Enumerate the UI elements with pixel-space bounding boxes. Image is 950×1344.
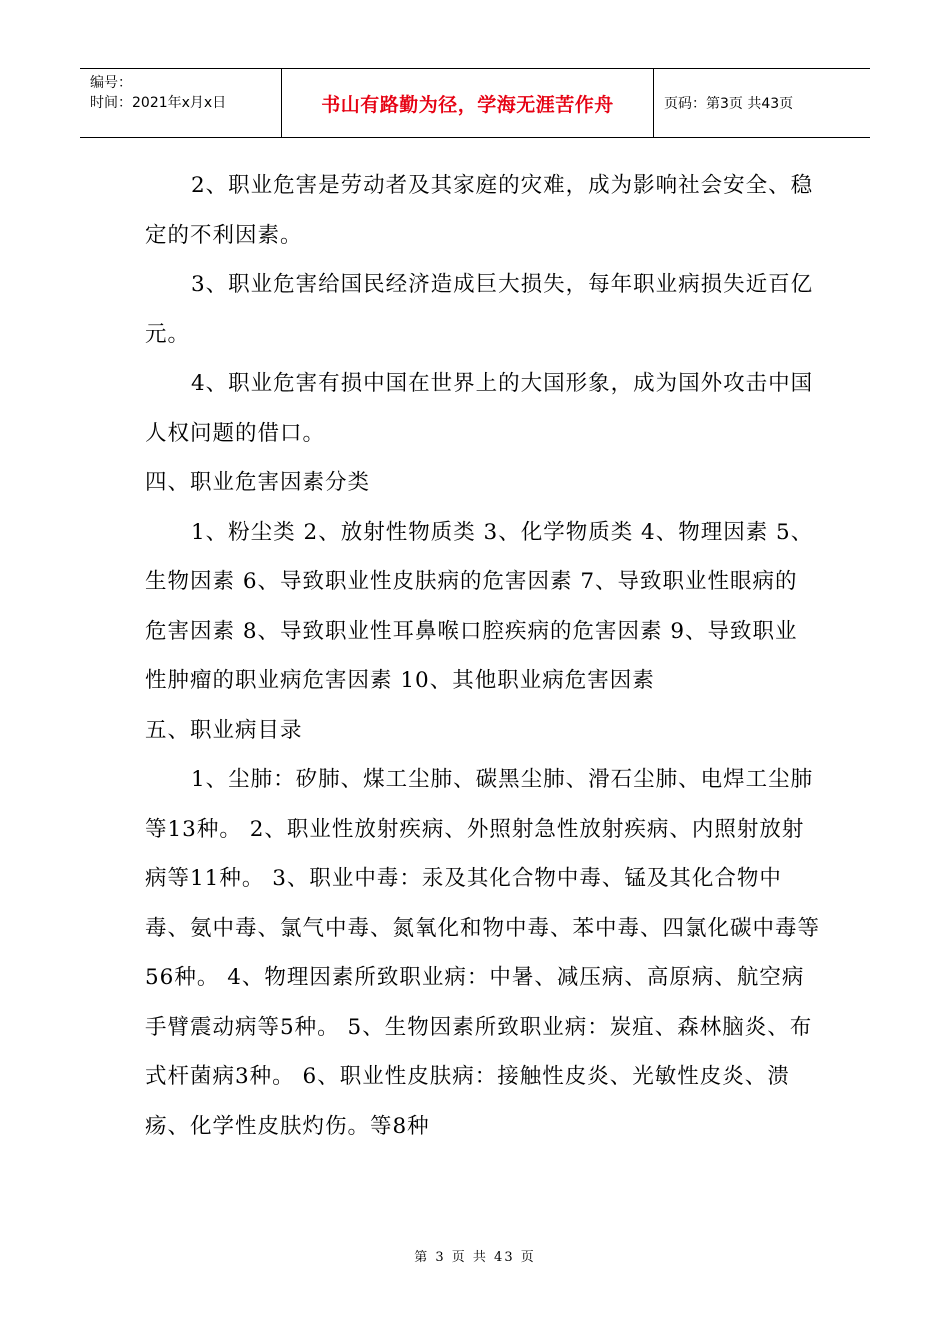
paragraph-item-4: 4、职业危害有损中国在世界上的大国形象，成为国外攻击中国人权问题的借口。 [145, 371, 814, 446]
header-motto-cell [282, 69, 654, 137]
paragraph-item-3: 3、职业危害给国民经济造成巨大损失，每年职业病损失近百亿元。 [145, 272, 814, 347]
page-footer: 第 3 页 共 43 页 [414, 1250, 536, 1265]
page-header [80, 68, 870, 138]
paragraph-item-2: 2、职业危害是劳动者及其家庭的灾难，成为影响社会安全、稳定的不利因素。 [145, 173, 814, 248]
paragraph-disease-catalog: 1、尘肺：矽肺、煤工尘肺、碳黑尘肺、滑石尘肺、电焊工尘肺等13种。 2、职业性放射疾病、外照射急性放射疾病、内照射放射病等11种。 3、职业中毒：汞及其化合物中毒、锰及其化合物中毒、氨中毒、氯气中毒、氮氧化和物中毒、苯中毒、四氯化碳中毒等56种。 4、物理因素所致职业病：中暑、减压病、高原病、航空病手臂震动病等5种。 5、生物因素所致职业病：炭疽、森林脑炎、布式杆菌病3种。 6、职业性皮肤病：接触性皮炎、光敏性皮炎、溃疡、化学性皮肤灼伤。等8种 [145, 767, 821, 1139]
document-number-label: 编号： [90, 75, 132, 91]
header-meta [80, 69, 282, 137]
document-body [145, 161, 820, 1151]
section-heading-4: 四、职业危害因素分类 [145, 470, 371, 495]
header-page-info: 页码：第3页 共43页 [664, 96, 794, 112]
paragraph-hazard-categories: 1、粉尘类 2、放射性物质类 3、化学物质类 4、物理因素 5、生物因素 6、导致职业性皮肤病的危害因素 7、导致职业性眼病的危害因素 8、导致职业性耳鼻喉口腔疾病的危害因素 9、导致职业性肿瘤的职业病危害因素 10、其他职业病危害因素 [145, 519, 814, 693]
section-heading-5: 五、职业病目录 [145, 717, 303, 743]
document-date: 时间：2021年x月x日 [90, 95, 227, 111]
header-motto: 书山有路勤为径，学海无涯苦作舟 [321, 93, 614, 116]
